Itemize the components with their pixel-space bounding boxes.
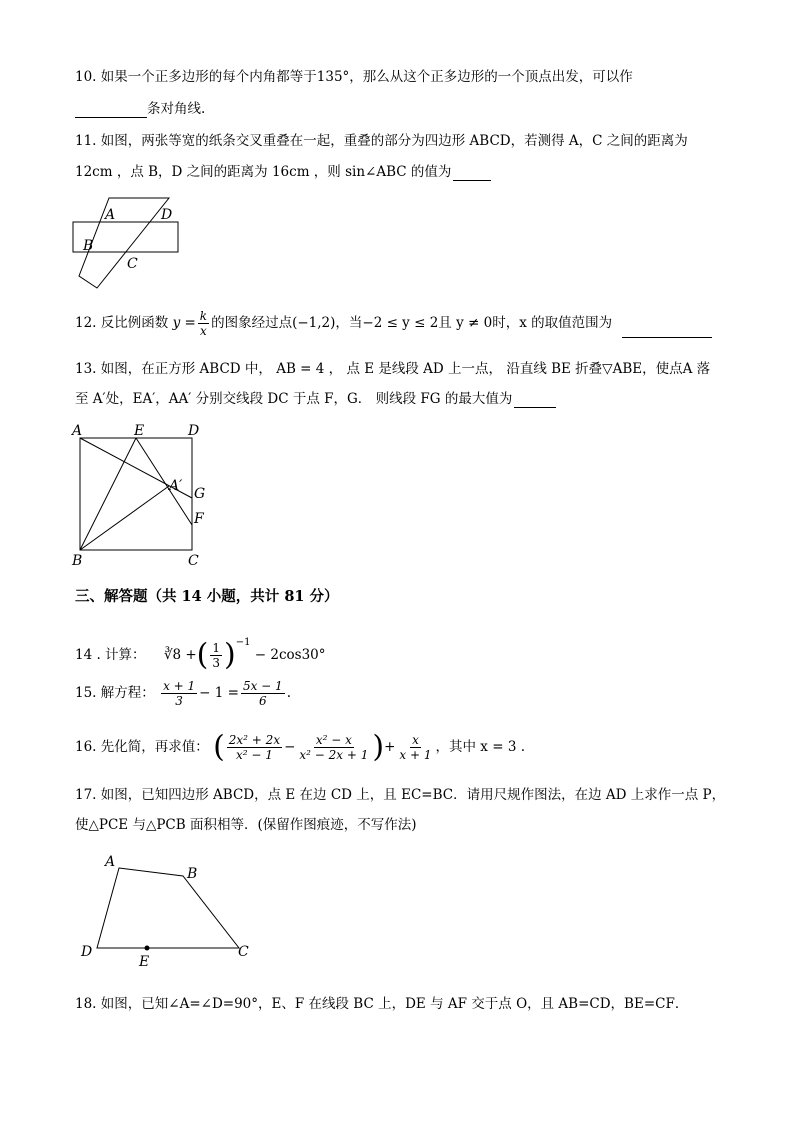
q17-label-b: B	[187, 866, 198, 882]
q14-root: ∛8 +	[163, 647, 197, 663]
q15-l-num: x + 1	[163, 679, 196, 693]
q10-answer-blank[interactable]	[75, 103, 147, 118]
q11-answer-blank[interactable]	[453, 166, 491, 181]
section-heading: 三、解答题（共 14 小题，共计 81 分）	[75, 588, 339, 605]
q18-line1: 18. 如图，已知∠A=∠D=90°，E、F 在线段 BC 上，DE 与 AF 交于点 O，且 AB=CD，BE=CF．	[75, 996, 689, 1012]
q13-label-g: G	[194, 486, 206, 502]
q13-label-b: B	[72, 553, 83, 569]
q13-label-d: D	[188, 423, 200, 439]
q11-line2	[75, 163, 491, 181]
q14-frac-num: 1	[212, 641, 221, 655]
q12-line	[75, 309, 712, 338]
q14-exponent: −1	[235, 637, 251, 648]
q13-line1: 13. 如图，在正方形 ABCD 中， AB = 4 ， 点 E 是线段 AD 上一点， 沿直线 BE 折叠▽ABE，使点A 落	[75, 361, 711, 377]
q14-line	[75, 623, 326, 675]
q15-label: 15. 解方程：	[75, 685, 155, 701]
q10-line2-text: 条对角线.	[147, 101, 206, 117]
q13-label-c: C	[188, 553, 199, 569]
q16-plus: +	[384, 739, 396, 755]
q13-label-a: A	[72, 423, 83, 439]
q12-prefix: 12. 反比例函数	[75, 315, 169, 331]
q12-text: 的图象经过点(−1,2)，当−2 ≤ y ≤ 2且 y ≠ 0时，x 的取值范围为	[211, 315, 613, 331]
q17-line1: 17. 如图，已知四边形 ABCD，点 E 在边 CD 上，且 EC=BC．请用尺规作图法，在边 AD 上求作一点 P，	[75, 787, 726, 803]
q15-right-fraction	[241, 679, 285, 708]
q11-label-c: C	[127, 256, 138, 272]
q12-answer-blank[interactable]	[622, 323, 712, 338]
q16-c-den: x + 1	[399, 748, 432, 762]
q15-r-den: 6	[259, 694, 267, 708]
q16-rparen: )	[372, 729, 385, 765]
q11-line2-text: 12cm ，点 B，D 之间的距离为 16cm ，则 sin∠ABC 的值为	[75, 164, 452, 180]
q16-fraction-c	[397, 733, 433, 762]
q15-l-den: 3	[175, 694, 183, 708]
q16-b-num: x² − x	[315, 733, 352, 747]
q14-fraction	[210, 641, 222, 670]
q16-minus: −	[284, 739, 296, 755]
q16-tail: ，其中 x = 3 .	[435, 739, 525, 755]
q12-fn-lhs: y =	[172, 315, 196, 331]
q16-a-den: x² − 1	[235, 748, 273, 762]
q11-label-a: A	[105, 207, 116, 223]
q15-left-fraction	[161, 679, 197, 708]
q16-b-den: x² − 2x + 1	[299, 748, 369, 762]
q11-label-b: B	[83, 238, 94, 254]
q15-mid: − 1 =	[199, 685, 239, 701]
q14-tail: − 2cos30°	[254, 647, 326, 663]
q17-label-e: E	[139, 954, 150, 970]
q13-answer-blank[interactable]	[514, 393, 556, 408]
q15-r-num: 5x − 1	[242, 679, 283, 693]
q17-label-c: C	[238, 944, 249, 960]
q16-a-num: 2x² + 2x	[228, 733, 281, 747]
q10-line1: 10. 如果一个正多边形的每个内角都等于135°，那么从这个正多边形的一个顶点出发，可以作	[75, 69, 633, 85]
q10-line2	[75, 100, 205, 118]
q12-frac-den: x	[200, 324, 207, 338]
q13-label-f: F	[194, 511, 204, 527]
q13-line2-text: 至 A′处，EA′，AA′ 分别交线段 DC 于点 F，G． 则线段 FG 的最大值为	[75, 391, 513, 407]
q15-line	[75, 675, 291, 711]
q16-c-num: x	[412, 733, 419, 747]
q16-lparen: (	[213, 729, 225, 765]
q17-line2: 使△PCE 与△PCB 面积相等．(保留作图痕迹，不写作法)	[75, 817, 417, 833]
q11-line1: 11. 如图，两张等宽的纸条交叉重叠在一起，重叠的部分为四边形 ABCD，若测得 A，C 之间的距离为	[75, 133, 688, 149]
q13-label-a-prime: A′	[169, 478, 183, 494]
q12-frac-num: k	[199, 309, 208, 323]
q17-label-a: A	[105, 854, 116, 870]
q16-line	[75, 727, 525, 767]
q13-label-e: E	[134, 423, 145, 439]
q13-line2	[75, 390, 556, 408]
q16-fraction-a	[227, 733, 282, 762]
q14-label: 14 . 计算：	[75, 647, 146, 663]
q17-label-d: D	[81, 944, 93, 960]
q12-fraction	[198, 309, 209, 338]
q16-fraction-b	[297, 733, 370, 762]
q13-figure	[70, 422, 215, 572]
q11-figure	[65, 192, 190, 292]
q11-label-d: D	[161, 207, 173, 223]
q16-label: 16. 先化简，再求值：	[75, 739, 209, 755]
q14-lparen: (	[196, 637, 209, 673]
q17-figure	[75, 848, 260, 973]
q14-frac-den: 3	[212, 656, 221, 670]
q15-tail: .	[286, 685, 291, 701]
q14-rparen: )	[224, 637, 236, 673]
q17-point-e	[145, 946, 150, 951]
